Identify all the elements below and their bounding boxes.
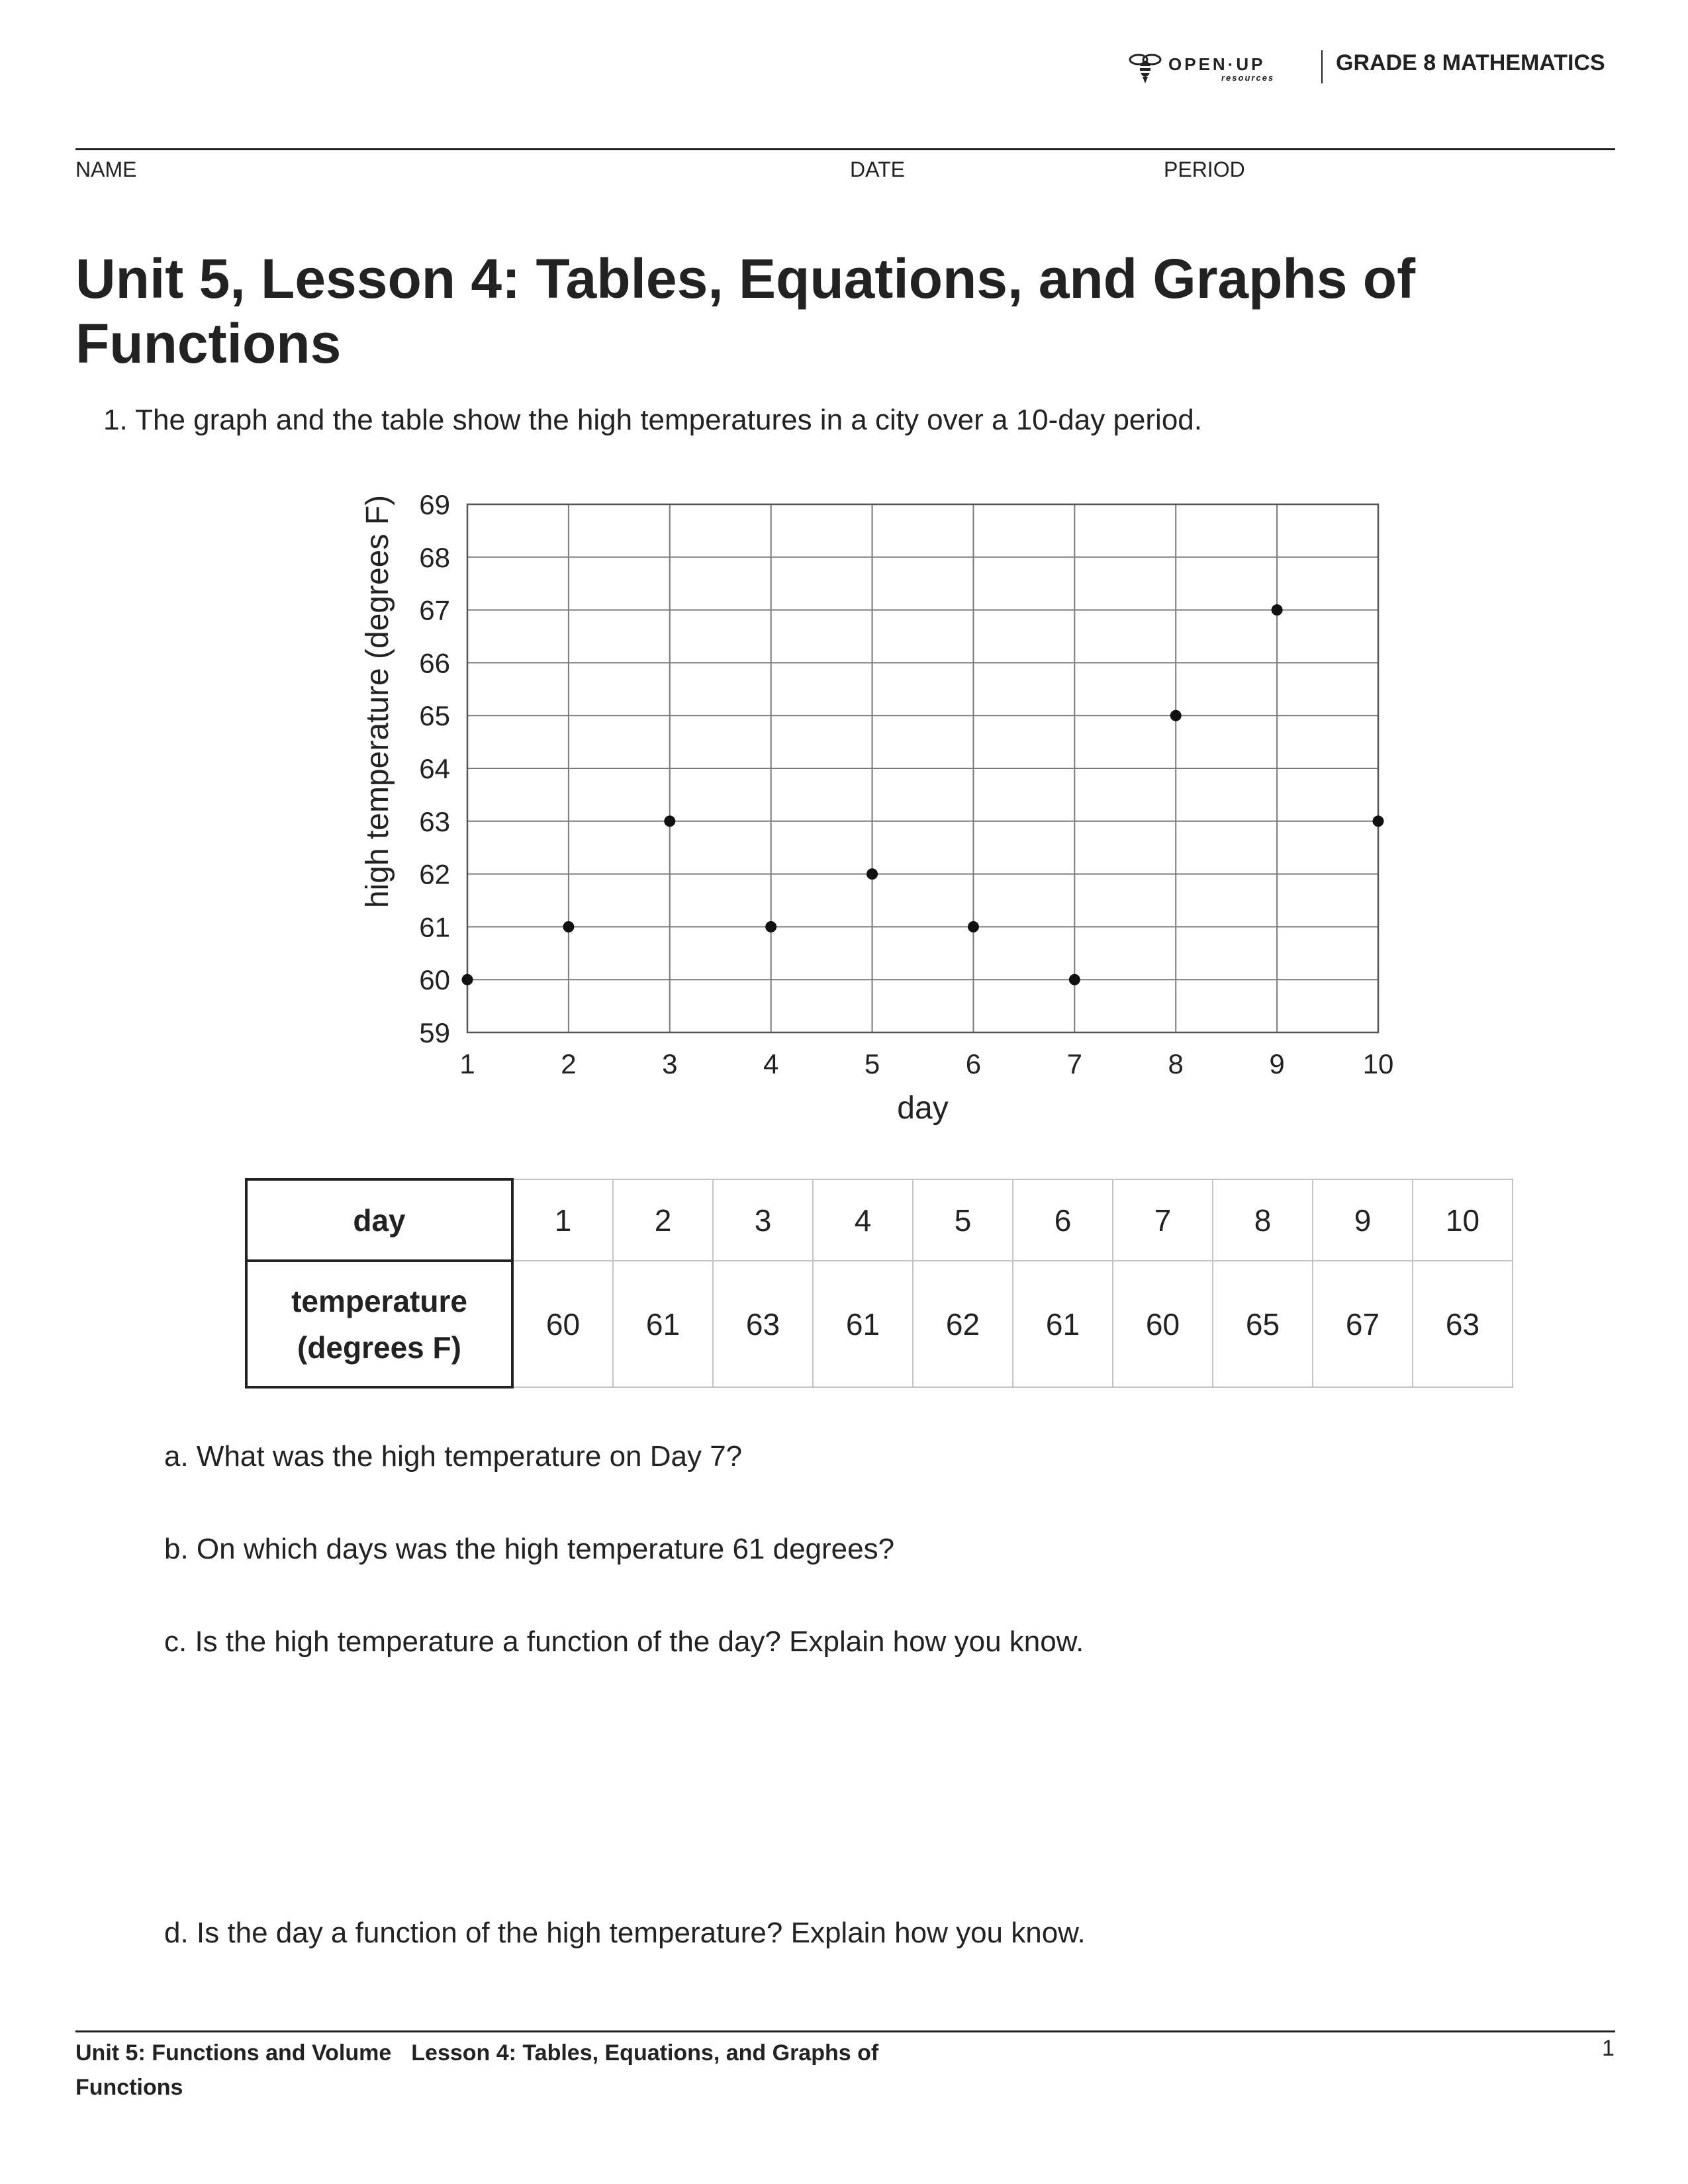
header-rule	[75, 148, 1615, 150]
footer-unit: Unit 5: Functions and Volume	[75, 2040, 392, 2066]
chart-y-tick-label: 65	[419, 700, 450, 732]
period-field-label: PERIOD	[1164, 158, 1245, 181]
chart-data-point	[1272, 604, 1283, 615]
table-header-temperature	[246, 1261, 512, 1387]
chart-x-tick-label: 6	[965, 1048, 982, 1079]
table-cell-day: 3	[713, 1179, 813, 1261]
footer-rule	[75, 2030, 1615, 2032]
page-title: Unit 5, Lesson 4: Tables, Equations, and Graphs of Functions	[75, 248, 1416, 375]
table-cell-temp: 61	[813, 1261, 913, 1387]
table-cell-temp: 60	[1113, 1261, 1213, 1387]
date-field-label: DATE	[850, 158, 905, 181]
chart-x-tick-label: 2	[561, 1048, 577, 1079]
chart-data-point	[664, 815, 675, 827]
chart-x-tick-label: 7	[1066, 1048, 1083, 1079]
table-cell-day: 5	[913, 1179, 1013, 1261]
question-b: b. On which days was the high temperature 61 degrees?	[164, 1533, 895, 1565]
logo-subtext: resources	[1221, 73, 1275, 83]
chart-y-tick-label: 68	[419, 541, 450, 573]
question-a: a. What was the high temperature on Day 7?	[164, 1440, 743, 1473]
question-d: d. Is the day a function of the high temperature? Explain how you know.	[164, 1917, 1086, 1949]
chart-y-tick-label: 63	[419, 805, 450, 837]
chart-y-axis-label: high temperature (degrees F)	[360, 494, 395, 909]
chart-x-tick-label: 10	[1362, 1048, 1394, 1079]
table-cell-day: 1	[512, 1179, 613, 1261]
chart-data-point	[867, 868, 878, 880]
table-row-day	[246, 1179, 1513, 1261]
course-title: GRADE 8 MATHEMATICS	[1336, 50, 1605, 75]
table-cell-temp: 65	[1213, 1261, 1313, 1387]
chart-data-point	[1373, 815, 1384, 827]
question-c: c. Is the high temperature a function of the day? Explain how you know.	[164, 1625, 1084, 1658]
table-cell-day: 10	[1413, 1179, 1513, 1261]
temperature-label: temperature	[291, 1283, 467, 1318]
chart-y-tick-label: 69	[419, 489, 450, 520]
chart-data-point	[1170, 710, 1182, 721]
table-cell-temp: 63	[713, 1261, 813, 1387]
header-divider	[1321, 50, 1323, 83]
open-up-logo	[1125, 48, 1165, 87]
chart-x-tick-label: 8	[1168, 1048, 1184, 1079]
chart-data-point	[765, 921, 776, 933]
table-cell-day: 7	[1113, 1179, 1213, 1261]
temperature-scatter-chart	[318, 463, 1443, 1132]
chart-data-point	[462, 974, 473, 985]
chart-data-point	[563, 921, 574, 933]
table-cell-temp: 61	[1013, 1261, 1113, 1387]
problem-prompt: 1. The graph and the table show the high temperatures in a city over a 10-day period.	[103, 404, 1202, 436]
temperature-unit-label: (degrees F)	[297, 1330, 461, 1365]
page-number: 1	[1602, 2036, 1615, 2061]
logo-text: OPEN·UP	[1168, 54, 1266, 74]
table-cell-temp: 62	[913, 1261, 1013, 1387]
table-cell-temp: 67	[1313, 1261, 1413, 1387]
chart-data-point	[1069, 974, 1080, 985]
chart-x-tick-label: 1	[459, 1048, 475, 1079]
chart-y-tick-label: 60	[419, 964, 450, 996]
name-field-label: NAME	[75, 158, 137, 181]
footer-text	[75, 2036, 989, 2105]
table-header-day: day	[246, 1179, 512, 1261]
table-row-temperature	[246, 1261, 1513, 1387]
table-cell-temp: 61	[613, 1261, 713, 1387]
footer-lesson: Lesson 4: Tables, Equations, and Graphs of Functions	[75, 2040, 879, 2100]
chart-y-tick-label: 66	[419, 647, 450, 679]
chart-y-tick-label: 67	[419, 594, 450, 626]
chart-x-tick-label: 9	[1269, 1048, 1285, 1079]
chart-x-tick-label: 4	[763, 1048, 779, 1079]
table-cell-day: 6	[1013, 1179, 1113, 1261]
chart-x-tick-label: 5	[864, 1048, 880, 1079]
table-cell-day: 2	[613, 1179, 713, 1261]
chart-y-tick-label: 64	[419, 753, 450, 784]
table-cell-day: 9	[1313, 1179, 1413, 1261]
temperature-table	[245, 1178, 1513, 1388]
table-cell-day: 8	[1213, 1179, 1313, 1261]
table-cell-day: 4	[813, 1179, 913, 1261]
chart-y-tick-label: 59	[419, 1017, 450, 1048]
chart-data-point	[968, 921, 979, 933]
table-cell-temp: 60	[512, 1261, 613, 1387]
chart-y-tick-label: 62	[419, 858, 450, 890]
table-cell-temp: 63	[1413, 1261, 1513, 1387]
chart-y-tick-label: 61	[419, 911, 450, 943]
chart-x-axis-label: day	[897, 1091, 949, 1126]
chart-x-tick-label: 3	[662, 1048, 678, 1079]
